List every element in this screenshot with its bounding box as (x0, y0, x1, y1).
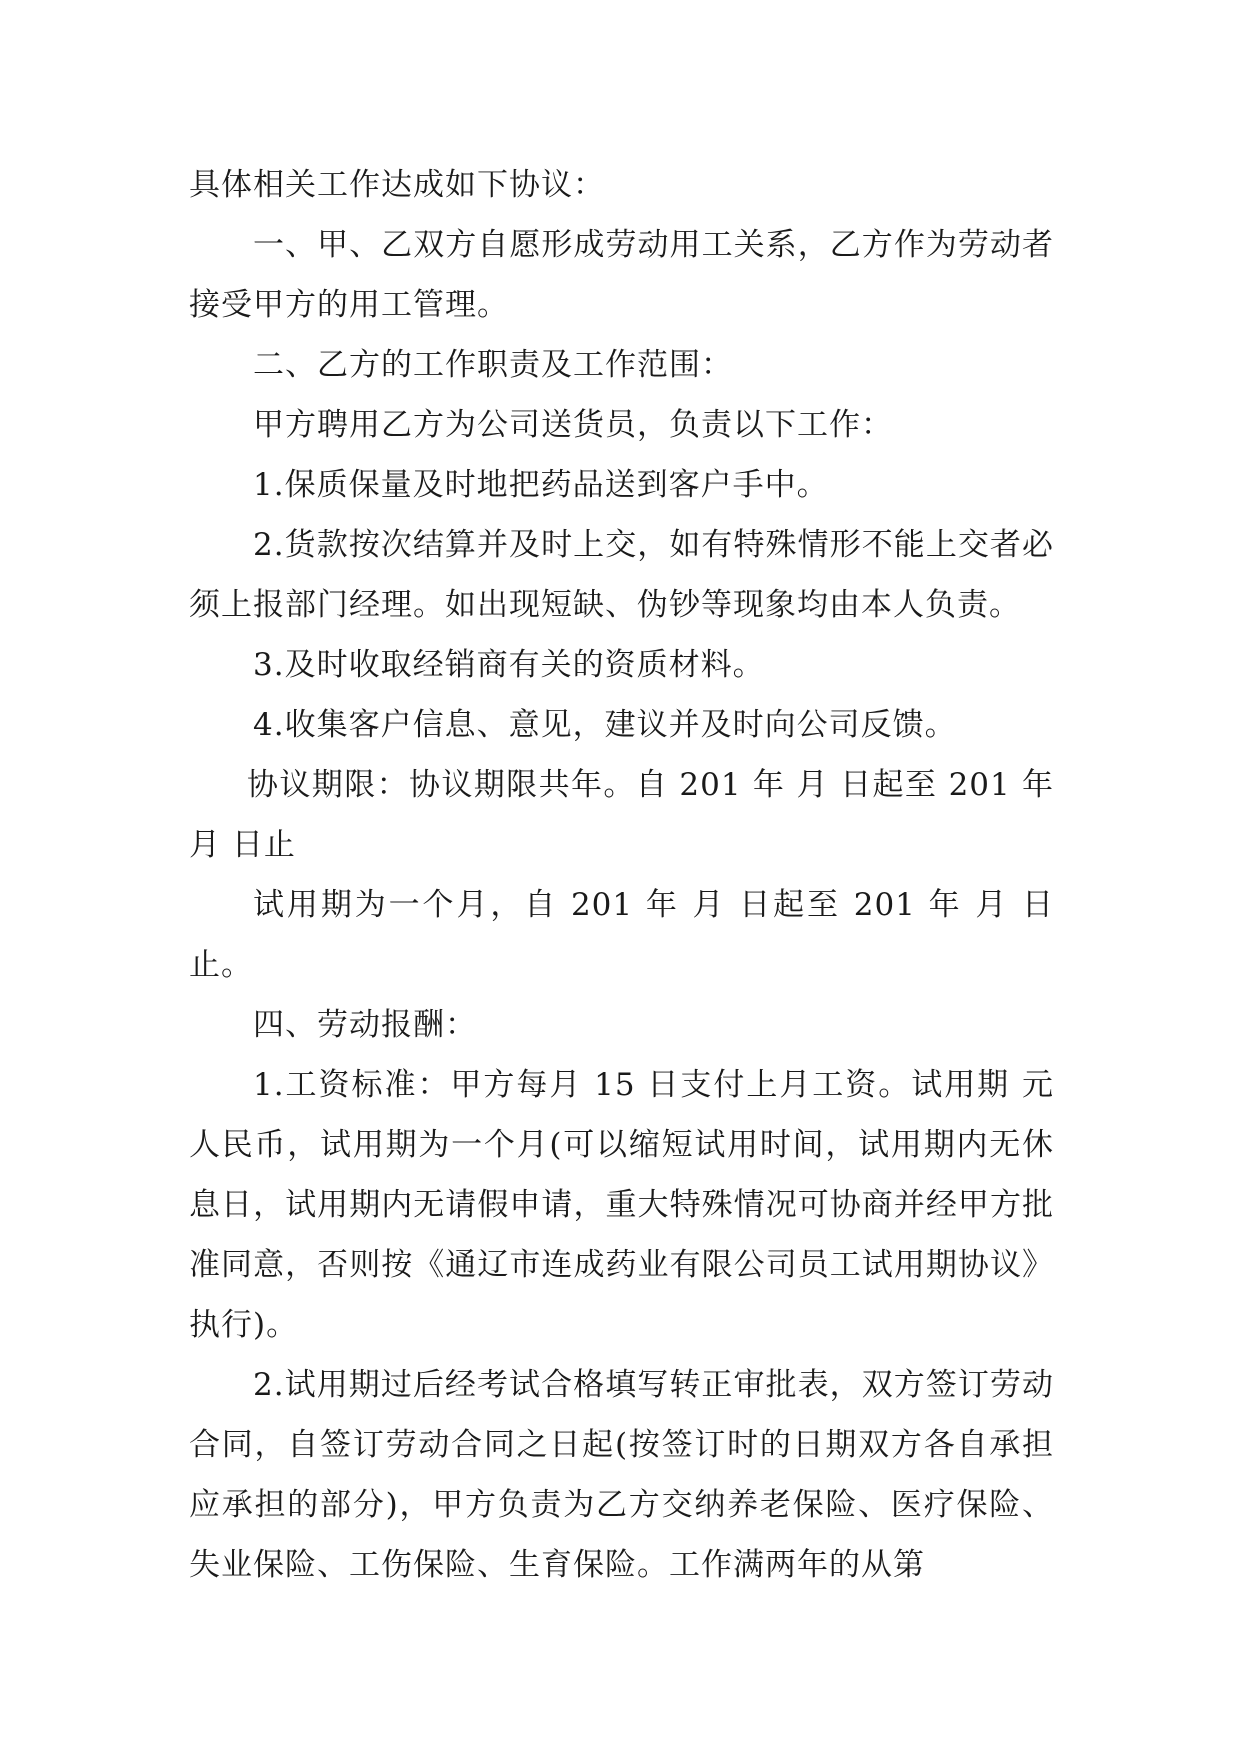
intro-paragraph: 具体相关工作达成如下协议： (189, 167, 605, 203)
duty-item-3: 3.及时收取经销商有关的资质材料。 (253, 647, 765, 683)
duty-item-2: 2.货款按次结算并及时上交，如有特殊情形不能上交者必须上报部门经理。如出现短缺、伪钞等现象均由本人负责。 (189, 527, 1054, 623)
clause-four-heading: 四、劳动报酬： (253, 1007, 477, 1043)
job-description-paragraph: 甲方聘用乙方为公司送货员，负责以下工作： (253, 407, 893, 443)
agreement-term-paragraph: 协议期限：协议期限共年。自 201 年 月 日起至 201 年 月 日止 (189, 767, 1054, 863)
probation-period-paragraph: 试用期为一个月，自 201 年 月 日起至 201 年 月 日止。 (189, 887, 1054, 983)
document-page (189, 155, 1054, 1595)
clause-one-paragraph: 一、甲、乙双方自愿形成劳动用工关系，乙方作为劳动者接受甲方的用工管理。 (189, 227, 1054, 323)
clause-two-heading: 二、乙方的工作职责及工作范围： (253, 347, 733, 383)
duty-item-1: 1.保质保量及时地把药品送到客户手中。 (253, 467, 829, 503)
wage-standard-paragraph: 1.工资标准：甲方每月 15 日支付上月工资。试用期 元人民币，试用期为一个月(可以缩短试用时间，试用期内无休息日，试用期内无请假申请，重大特殊情况可协商并经甲方批准同意，否则按《通辽市连成药业有限公司员工试用期协议》执行)。 (189, 1067, 1054, 1343)
duty-item-4: 4.收集客户信息、意见，建议并及时向公司反馈。 (253, 707, 957, 743)
post-probation-paragraph: 2.试用期过后经考试合格填写转正审批表，双方签订劳动合同，自签订劳动合同之日起(按签订时的日期双方各自承担应承担的部分)，甲方负责为乙方交纳养老保险、医疗保险、失业保险、工伤保险、生育保险。工作满两年的从第 (189, 1367, 1054, 1583)
